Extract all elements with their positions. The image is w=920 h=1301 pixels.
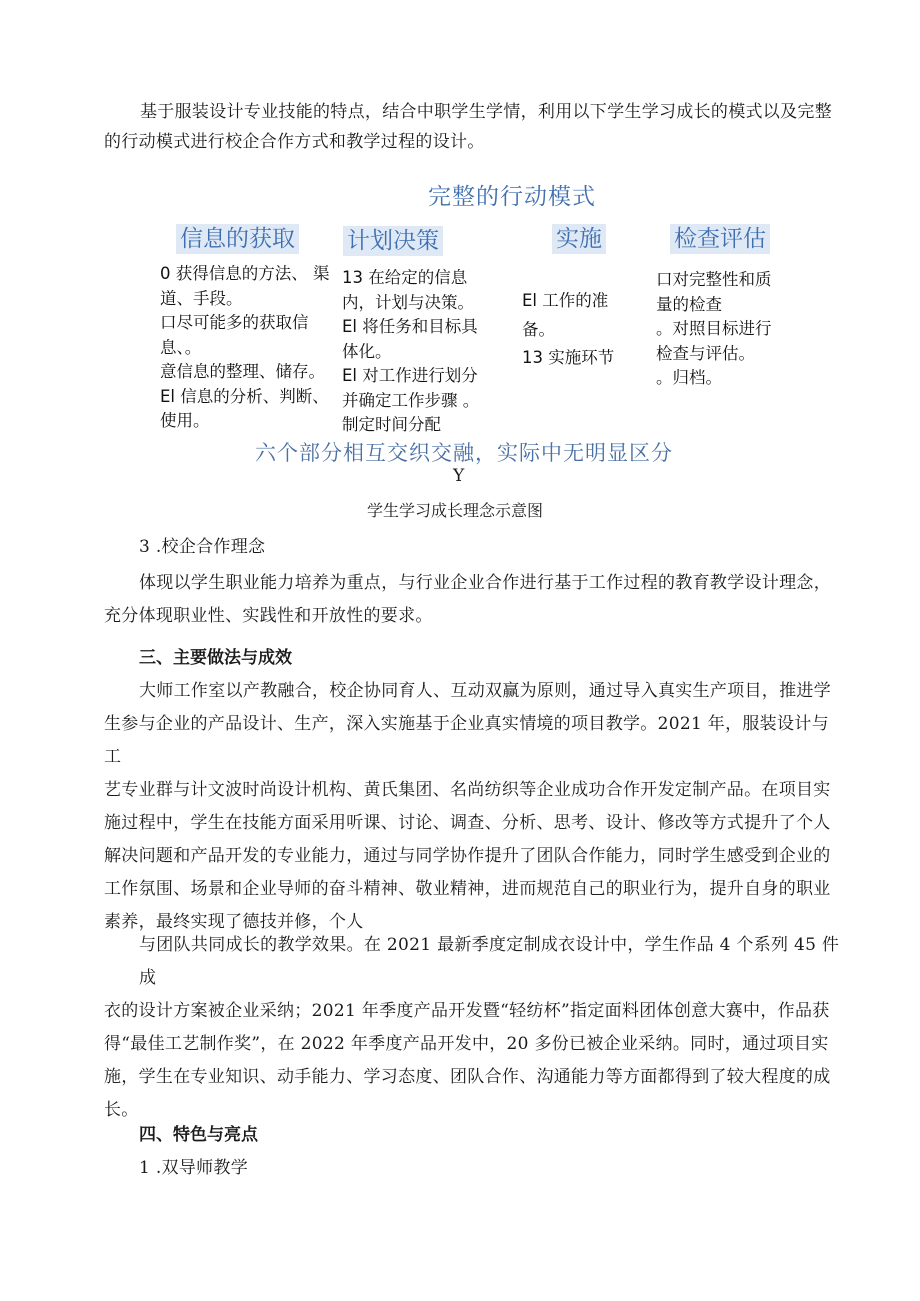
list-item: 息、。 xyxy=(160,337,202,357)
list-item: 量的检查 xyxy=(656,294,722,314)
stage-list-plan xyxy=(342,266,479,438)
section4-heading: 四、特色与亮点 xyxy=(139,1125,258,1145)
stage-label-plan: 计划决策 xyxy=(343,226,443,256)
list-item: 意信息的整理、储存。 xyxy=(160,362,325,381)
list-item: 检查与评估。 xyxy=(656,343,755,363)
para-line: 解决问题和产品开发的专业能力，通过与同学协作提升了团队合作能力，同时学生感受到企业的 xyxy=(104,846,831,866)
list-item: 。归档。 xyxy=(656,368,722,387)
list-item: 并确定工作步骤 。 xyxy=(342,390,480,410)
list-item: El 将任务和目标具 xyxy=(342,317,478,336)
para-line: 艺专业群与计文波时尚设计机构、黄氏集团、名尚纺织等企业成功合作开发定制产品。在项目实 xyxy=(104,780,831,800)
para-line: 衣的设计方案被企业采纳；2021 年季度产品开发暨“轻纺杯”指定面料团体创意大赛中，作品获 xyxy=(104,1001,830,1021)
main-para2 xyxy=(104,929,844,1127)
main-para1 xyxy=(104,675,844,939)
stage-list-implement xyxy=(522,289,615,367)
list-item-clipped: 13 实施环节 xyxy=(522,348,615,367)
list-item: 0 获得信息的方法、 渠 xyxy=(160,264,330,283)
list-item: 使用。 xyxy=(160,411,210,430)
list-item: 内，计划与决策。 xyxy=(342,292,474,312)
para-line: 长。 xyxy=(104,1100,139,1120)
para-line: 施过程中，学生在技能方面采用听课、讨论、调查、分析、思考、设计、修改等方式提升了个人 xyxy=(104,813,831,833)
para-line: 得“最佳工艺制作奖”，在 2022 年季度产品开发中，20 多份已被企业采纳。同时，通过项目实 xyxy=(104,1034,829,1054)
stage-label-info: 信息的获取 xyxy=(176,224,299,254)
main-heading: 三、主要做法与成效 xyxy=(139,648,292,668)
para-line: 与团队共同成长的教学效果。在 2021 最新季度定制成衣设计中，学生作品 4 个系列 45 件成 xyxy=(139,935,840,988)
list-item: 13 在给定的信息 xyxy=(342,268,468,287)
list-item: 道、手段。 xyxy=(160,288,243,308)
intro-line-2: 的行动模式进行校企合作方式和教学过程的设计。 xyxy=(104,132,485,152)
section3-heading: 3 .校企合作理念 xyxy=(139,537,266,557)
stage-list-info xyxy=(160,262,330,434)
diagram-footer-note: 六个部分相互交织交融，实际中无明显区分 xyxy=(255,441,673,465)
section4-sub1: 1 .双导师教学 xyxy=(139,1158,249,1178)
para-line: 素养，最终实现了德技并修，个人 xyxy=(104,912,364,932)
list-item: 体化。 xyxy=(342,341,392,361)
list-item: 备。 xyxy=(522,319,555,339)
list-item: 口尽可能多的获取信 xyxy=(160,313,309,332)
stage-label-implement: 实施 xyxy=(552,224,606,254)
list-item: 。对照目标进行 xyxy=(656,319,772,338)
stage-list-check xyxy=(656,268,772,391)
list-item: El 工作的准 xyxy=(522,291,609,310)
para-line: 生参与企业的产品设计、生产，深入实施基于企业真实情境的项目教学。2021 年，服装设计与工 xyxy=(104,714,829,767)
diagram-caption: 学生学习成长理念示意图 xyxy=(367,501,544,520)
list-item: El 对工作进行划分 xyxy=(342,366,478,385)
list-item: 口对完整性和质 xyxy=(656,270,772,289)
intro-line-1: 基于服装设计专业技能的特点，结合中职学生学情，利用以下学生学习成长的模式以及完整 xyxy=(140,102,832,122)
stage-label-check: 检查评估 xyxy=(670,224,770,254)
diagram-title: 完整的行动模式 xyxy=(428,184,596,210)
list-item: 制定时间分配 xyxy=(342,415,441,434)
list-item: El 信息的分析、判断、 xyxy=(160,386,329,406)
section3-line-1: 体现以学生职业能力培养为重点，与行业企业合作进行基于工作过程的教育教学设计理念， xyxy=(139,573,831,593)
para-line: 施，学生在专业知识、动手能力、学习态度、团队合作、沟通能力等方面都得到了较大程度的成 xyxy=(104,1067,831,1087)
para-line: 大师工作室以产教融合，校企协同育人、互动双赢为原则，通过导入真实生产项目，推进学 xyxy=(139,681,831,701)
diagram-y-mark: Y xyxy=(453,466,465,486)
section3-line-2: 充分体现职业性、实践性和开放性的要求。 xyxy=(104,606,433,626)
para-line: 工作氛围、场景和企业导师的奋斗精神、敬业精神，进而规范自己的职业行为，提升自身的职业 xyxy=(104,879,831,899)
